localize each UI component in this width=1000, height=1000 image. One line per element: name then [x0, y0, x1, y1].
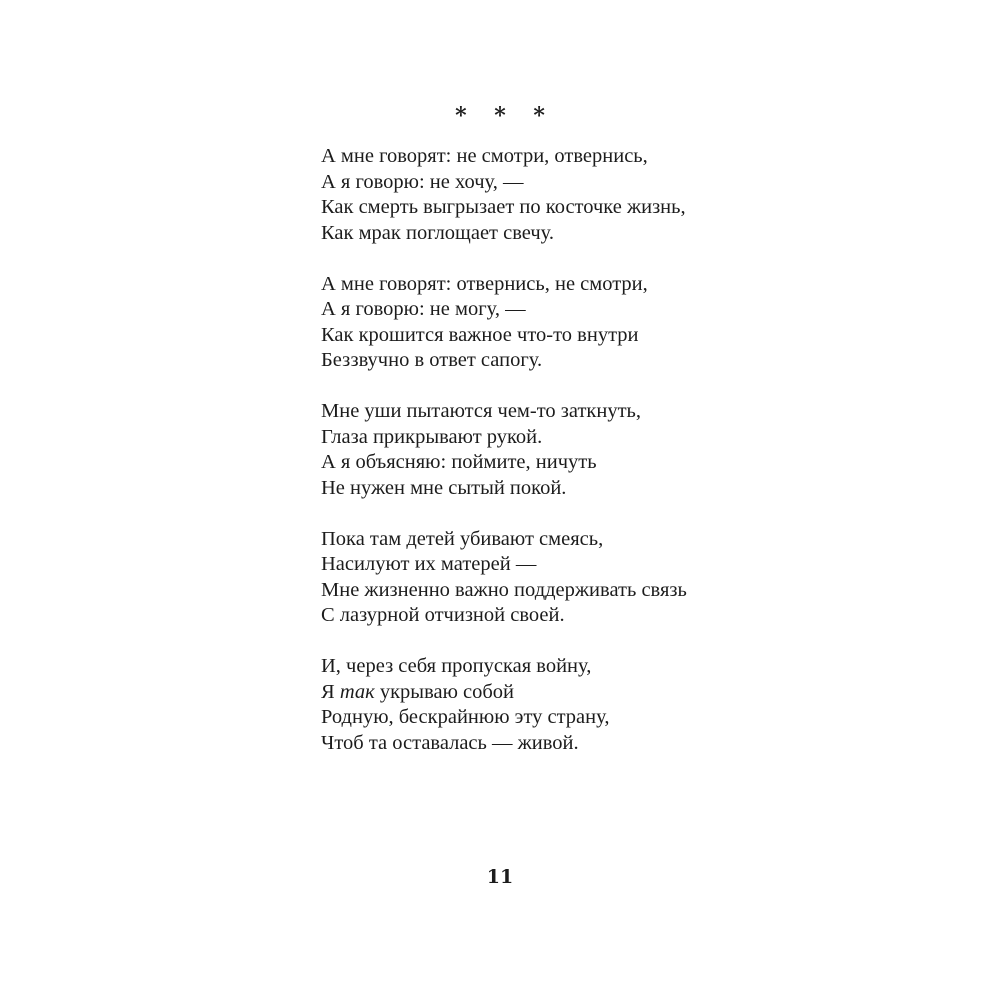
stanza-4: [321, 527, 881, 629]
stanza-1: [321, 144, 881, 246]
poem-line: А мне говорят: отвернись, не смотри,: [321, 272, 648, 295]
poem-line-with-emphasis: [321, 680, 881, 706]
poem: [321, 144, 881, 782]
poem-line: Чтоб та оставалась — живой.: [321, 731, 579, 754]
poem-line: А мне говорят: не смотри, отвернись,: [321, 145, 648, 167]
emphasized-word: так: [339, 680, 375, 703]
poem-line: Как крошится важное что-то внутри: [321, 323, 639, 346]
section-separator: * * *: [455, 103, 555, 129]
poem-line: С лазурной отчизной своей.: [321, 604, 565, 626]
poem-line: Глаза прикрывают рукой.: [321, 425, 543, 448]
poem-line: Не нужен мне сытый покой.: [321, 476, 567, 499]
poem-line: Как смерть выгрызает по косточке жизнь,: [321, 196, 686, 218]
poem-line: Мне жизненно важно поддерживать связь: [321, 578, 687, 601]
poem-line: А я говорю: не хочу, —: [321, 170, 524, 193]
line-text-after: укрываю собой: [374, 680, 515, 703]
poem-line: А я объясняю: поймите, ничуть: [321, 451, 597, 473]
line-text-before: Я: [321, 680, 340, 703]
poem-line: Родную, бескрайнюю эту страну,: [321, 706, 610, 728]
poem-line: И, через себя пропуская войну,: [321, 655, 592, 677]
poem-line: Как мрак поглощает свечу.: [321, 221, 555, 244]
poem-line: А я говорю: не могу, —: [321, 298, 526, 320]
poem-line: Пока там детей убивают смеясь,: [321, 527, 604, 550]
stanza-3: [321, 399, 881, 501]
stanza-2: [321, 272, 881, 374]
page-number: 11: [486, 866, 514, 888]
poem-line: Беззвучно в ответ сапогу.: [321, 349, 543, 371]
poem-line: Насилуют их матерей —: [321, 553, 537, 575]
poem-line: Мне уши пытаются чем-то заткнуть,: [321, 400, 642, 422]
stanza-5: [321, 654, 881, 756]
